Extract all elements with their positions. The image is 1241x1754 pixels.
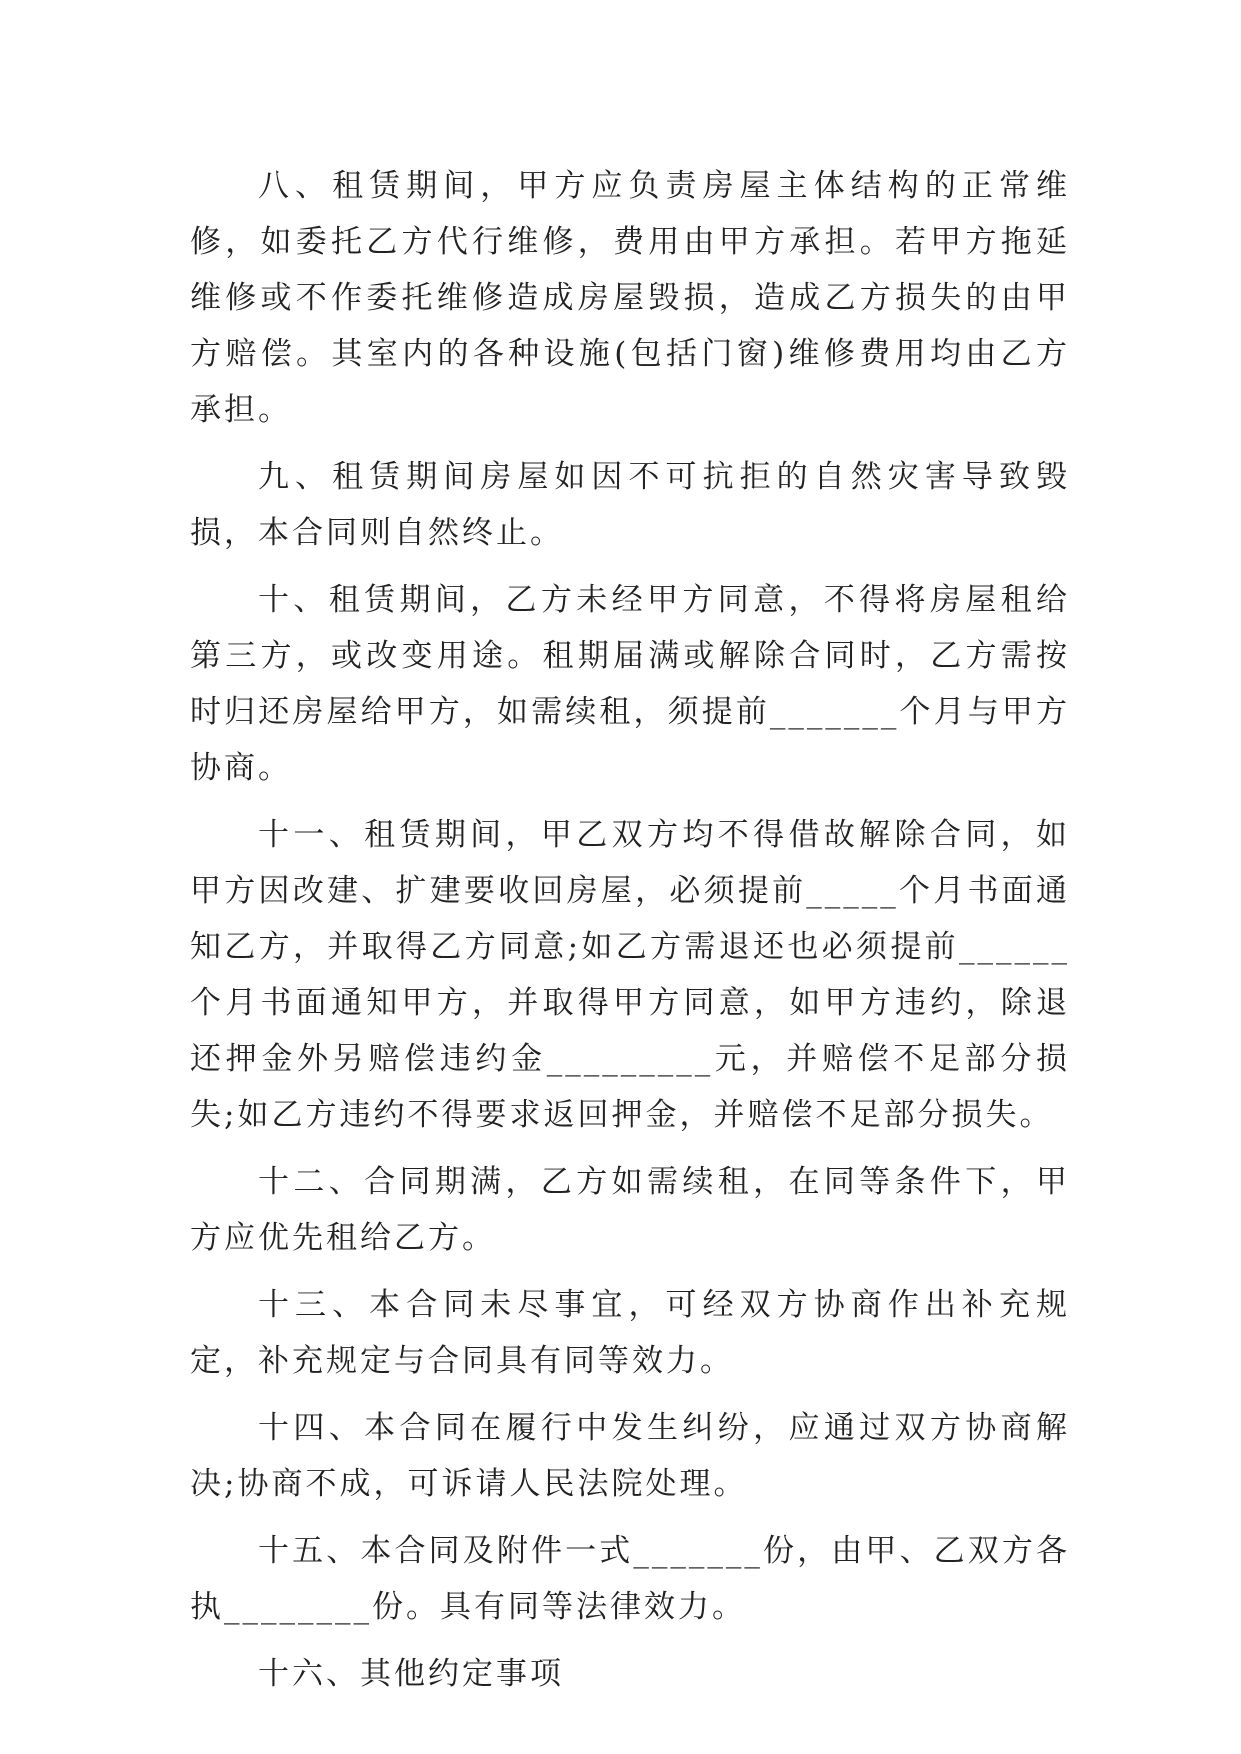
clause-12: 十二、合同期满，乙方如需续租，在同等条件下，甲方应优先租给乙方。: [190, 1164, 1070, 1256]
clause-14: 十四、本合同在履行中发生纠纷，应通过双方协商解决;协商不成，可诉请人民法院处理。: [190, 1410, 1070, 1502]
clause-9: 九、租赁期间房屋如因不可抗拒的自然灾害导致毁损，本合同则自然终止。: [190, 459, 1070, 551]
clause-11: 十一、租赁期间，甲乙双方均不得借故解除合同，如甲方因改建、扩建要收回房屋，必须提前_____个月书面通知乙方，并取得乙方同意;如乙方需退还也必须提前______个月书面通知甲方，并取得甲方同意，如甲方违约，除退还押金外另赔偿违约金_________元，并赔偿不足部分损失;如乙方违约不得要求返回押金，并赔偿不足部分损失。: [190, 817, 1070, 1133]
document-body: [190, 158, 1070, 1713]
clause-8: 八、租赁期间，甲方应负责房屋主体结构的正常维修，如委托乙方代行维修，费用由甲方承担。若甲方拖延维修或不作委托维修造成房屋毁损，造成乙方损失的由甲方赔偿。其室内的各种设施(包括门窗)维修费用均由乙方承担。: [190, 168, 1070, 428]
clause-13: 十三、本合同未尽事宜，可经双方协商作出补充规定，补充规定与合同具有同等效力。: [190, 1287, 1070, 1379]
clause-16: 十六、其他约定事项: [258, 1656, 564, 1692]
clause-10: 十、租赁期间，乙方未经甲方同意，不得将房屋租给第三方，或改变用途。租期届满或解除合同时，乙方需按时归还房屋给甲方，如需续租，须提前_______个月与甲方协商。: [190, 582, 1070, 786]
clause-15: 十五、本合同及附件一式_______份，由甲、乙双方各执________份。具有同等法律效力。: [190, 1533, 1070, 1625]
